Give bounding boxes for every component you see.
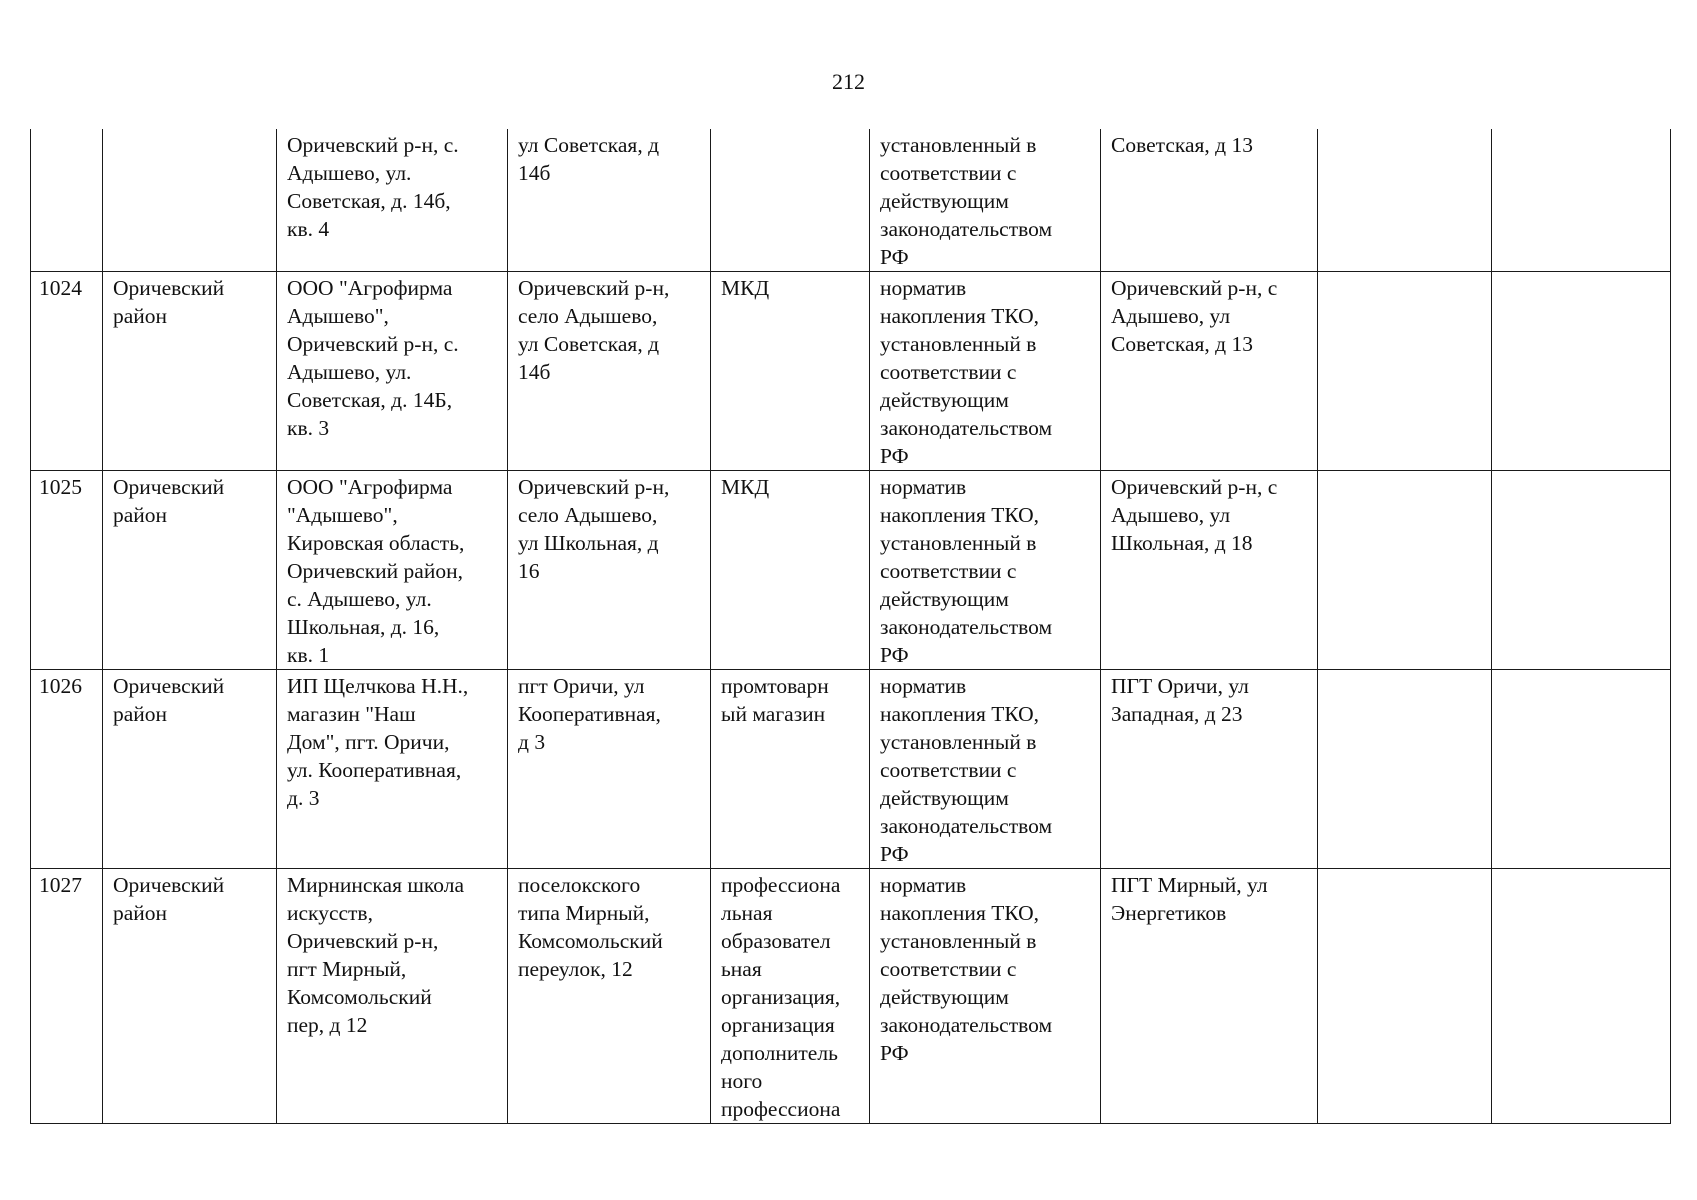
table-row (31, 272, 1671, 471)
page-number: 212 (832, 69, 865, 94)
owner-cell: Мирнинская школа искусств, Оричевский р-н, пгт Мирный, Комсомольский пер, д 12 (277, 869, 508, 1124)
norm-cell: норматив накопления ТКО, установленный в соответствии с действующим законодательством РФ (870, 869, 1101, 1124)
extra-cell-1 (1318, 869, 1492, 1124)
location-cell: ПГТ Оричи, ул Западная, д 23 (1101, 670, 1318, 869)
row-number-cell: 1025 (31, 471, 103, 670)
extra-cell-1 (1318, 272, 1492, 471)
extra-cell-1 (1318, 670, 1492, 869)
object-type-cell: МКД (711, 471, 870, 670)
extra-cell-2 (1492, 670, 1671, 869)
registry-table (30, 129, 1671, 1124)
address-cell: Оричевский р-н, село Адышево, ул Школьная, д 16 (508, 471, 711, 670)
extra-cell-1 (1318, 129, 1492, 272)
owner-cell: ООО "Агрофирма "Адышево", Кировская область, Оричевский район, с. Адышево, ул. Школьная, д. 16, кв. 1 (277, 471, 508, 670)
district-cell: Оричевский район (103, 670, 277, 869)
location-cell: Оричевский р-н, с Адышево, ул Советская, д 13 (1101, 272, 1318, 471)
location-cell: ПГТ Мирный, ул Энергетиков (1101, 869, 1318, 1124)
norm-cell: норматив накопления ТКО, установленный в соответствии с действующим законодательством РФ (870, 471, 1101, 670)
owner-cell: Оричевский р-н, с. Адышево, ул. Советская, д. 14б, кв. 4 (277, 129, 508, 272)
table-row (31, 129, 1671, 272)
extra-cell-1 (1318, 471, 1492, 670)
extra-cell-2 (1492, 272, 1671, 471)
norm-cell: установленный в соответствии с действующим законодательством РФ (870, 129, 1101, 272)
district-cell (103, 129, 277, 272)
address-cell: поселокского типа Мирный, Комсомольский переулок, 12 (508, 869, 711, 1124)
norm-cell: норматив накопления ТКО, установленный в соответствии с действующим законодательством РФ (870, 670, 1101, 869)
row-number-cell (31, 129, 103, 272)
address-cell: пгт Оричи, ул Кооперативная, д 3 (508, 670, 711, 869)
table-row (31, 869, 1671, 1124)
owner-cell: ИП Щелчкова Н.Н., магазин "Наш Дом", пгт. Оричи, ул. Кооперативная, д. 3 (277, 670, 508, 869)
extra-cell-2 (1492, 869, 1671, 1124)
row-number-cell: 1024 (31, 272, 103, 471)
row-number-cell: 1027 (31, 869, 103, 1124)
object-type-cell: профессиона льная образовател ьная организация, организация дополнитель ного профессиона (711, 869, 870, 1124)
table-row (31, 471, 1671, 670)
district-cell: Оричевский район (103, 471, 277, 670)
extra-cell-2 (1492, 471, 1671, 670)
address-cell: Оричевский р-н, село Адышево, ул Советская, д 14б (508, 272, 711, 471)
table-row (31, 670, 1671, 869)
location-cell: Советская, д 13 (1101, 129, 1318, 272)
row-number-cell: 1026 (31, 670, 103, 869)
extra-cell-2 (1492, 129, 1671, 272)
district-cell: Оричевский район (103, 869, 277, 1124)
owner-cell: ООО "Агрофирма Адышево", Оричевский р-н, с. Адышево, ул. Советская, д. 14Б, кв. 3 (277, 272, 508, 471)
object-type-cell (711, 129, 870, 272)
location-cell: Оричевский р-н, с Адышево, ул Школьная, д 18 (1101, 471, 1318, 670)
norm-cell: норматив накопления ТКО, установленный в соответствии с действующим законодательством РФ (870, 272, 1101, 471)
district-cell: Оричевский район (103, 272, 277, 471)
object-type-cell: промтоварн ый магазин (711, 670, 870, 869)
object-type-cell: МКД (711, 272, 870, 471)
address-cell: ул Советская, д 14б (508, 129, 711, 272)
